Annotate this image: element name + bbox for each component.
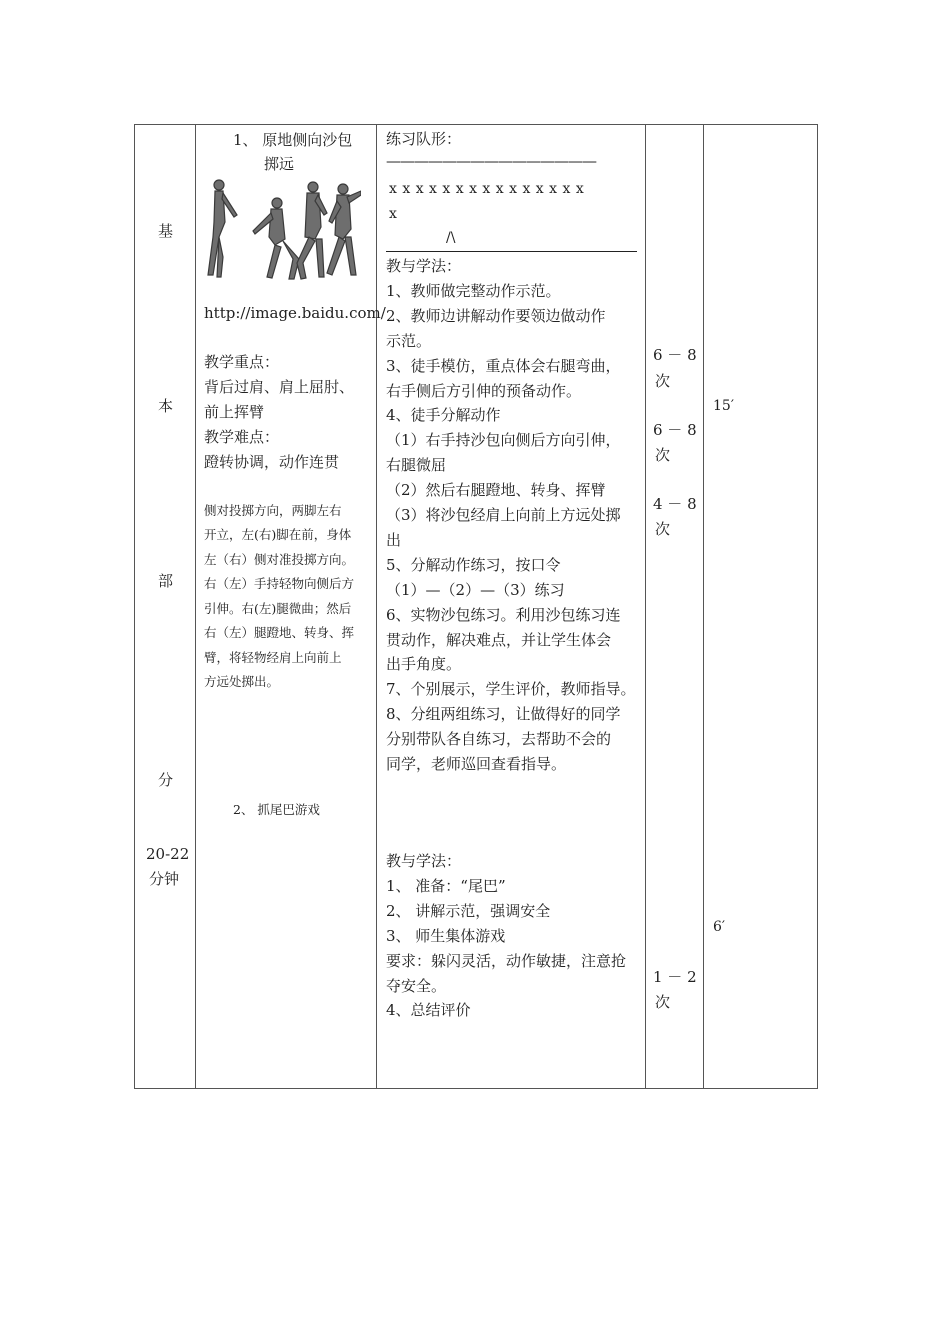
column-divider xyxy=(703,125,704,1088)
method-line: 出手角度。 xyxy=(386,655,462,674)
difficulty-text: 蹬转协调，动作连贯 xyxy=(204,453,340,471)
method-line: 5、分解动作练习，按口令 xyxy=(386,555,561,574)
description-line: 臂，将轻物经肩上向前上 xyxy=(204,650,342,665)
description-line: 侧对投掷方向，两脚左右 xyxy=(204,503,342,518)
reps-unit: 次 xyxy=(655,993,671,1011)
duration: 15′ xyxy=(713,398,734,414)
duration: 6′ xyxy=(713,919,726,935)
method-line: 7、个别展示，学生评价，教师指导。 xyxy=(386,680,636,699)
description-line: 右（左）手持轻物向侧后方 xyxy=(204,576,355,591)
method-line: 教与学法： xyxy=(386,852,462,870)
section-time: 20-22 xyxy=(146,845,190,863)
method-line: 要求：躲闪灵活，动作敏捷，注意抢 xyxy=(386,951,627,970)
method-line: 贯动作，解决难点，并让学生体会 xyxy=(386,630,612,649)
item2-title: 2、 抓尾巴游戏 xyxy=(233,802,320,817)
method-line: 8、分组两组练习，让做得好的同学 xyxy=(386,705,621,724)
lesson-table xyxy=(134,124,818,1089)
method-line: 6、实物沙包练习。利用沙包练习连 xyxy=(386,605,621,624)
method-line: 分别带队各自练习，去帮助不会的 xyxy=(386,730,612,749)
description-line: 左（右）侧对准投掷方向。 xyxy=(204,552,355,567)
formation-row: x xyxy=(389,206,397,222)
reps-unit: 次 xyxy=(655,446,671,464)
method-line: 右手侧后方引伸的预备动作。 xyxy=(386,381,582,400)
reps-count: 1 － 2 xyxy=(653,968,697,986)
description-line: 方远处掷出。 xyxy=(204,674,280,689)
method-line: 出 xyxy=(386,530,402,549)
teacher-mark: /\ xyxy=(446,230,456,246)
column-divider xyxy=(195,125,196,1088)
key-points-line: 背后过肩、肩上屈肘、 xyxy=(204,378,355,396)
description-line: 开立，左(右)脚在前，身体 xyxy=(204,527,352,542)
method-line: 2、 讲解示范，强调安全 xyxy=(386,901,551,920)
method-line: 夺安全。 xyxy=(386,976,447,995)
section-char: 部 xyxy=(158,572,174,590)
item1-title: 掷远 xyxy=(264,155,295,173)
difficulty-title: 教学难点： xyxy=(204,428,280,446)
method-line: 1、教师做完整动作示范。 xyxy=(386,281,561,300)
method-line: 右腿微屈 xyxy=(386,456,447,475)
formation-dashes: ——————————————— xyxy=(386,152,596,170)
section-char: 本 xyxy=(158,397,174,415)
method-line: 3、徒手模仿，重点体会右腿弯曲， xyxy=(386,356,621,375)
method-line: （1）右手持沙包向侧后方向引伸， xyxy=(386,431,621,450)
column-divider xyxy=(645,125,646,1088)
section-char: 分 xyxy=(158,771,174,789)
method-line: 4、徒手分解动作 xyxy=(386,406,501,425)
reps-count: 6 － 8 xyxy=(653,421,697,439)
image-credit: http://image.baidu.com/ xyxy=(204,304,386,322)
method-line: 2、教师边讲解动作要领边做动作 xyxy=(386,306,606,325)
method-line: 同学，老师巡回查看指导。 xyxy=(386,755,567,773)
reps-unit: 次 xyxy=(655,372,671,390)
method-line: （2）然后右腿蹬地、转身、挥臂 xyxy=(386,481,606,500)
reps-unit: 次 xyxy=(655,520,671,538)
formation-underline xyxy=(386,251,637,252)
throwing-figures-image xyxy=(205,177,361,287)
formation-row: x x x x x x x x x x x x x x x xyxy=(389,181,585,197)
section-time: 分钟 xyxy=(149,870,180,888)
method-line: 1、 准备：“尾巴” xyxy=(386,876,506,895)
reps-count: 6 － 8 xyxy=(653,346,697,364)
formation-title: 练习队形： xyxy=(386,130,462,148)
method-line: （1）—（2）—（3）练习 xyxy=(386,580,565,599)
method-line: （3）将沙包经肩上向前上方远处掷 xyxy=(386,506,621,524)
method-line: 4、总结评价 xyxy=(386,1001,471,1020)
key-points-line: 前上挥臂 xyxy=(204,403,265,421)
item1-title: 1、 原地侧向沙包 xyxy=(233,131,353,149)
description-line: 右（左）腿蹬地、转身、挥 xyxy=(204,625,355,640)
key-points-title: 教学重点： xyxy=(204,353,280,371)
method-line: 3、 师生集体游戏 xyxy=(386,926,506,945)
column-divider xyxy=(376,125,377,1088)
method-line: 示范。 xyxy=(386,331,432,350)
method-line: 教与学法： xyxy=(386,257,462,275)
section-char: 基 xyxy=(158,222,174,240)
reps-count: 4 － 8 xyxy=(653,495,697,513)
description-line: 引伸。右(左)腿微曲；然后 xyxy=(204,601,352,616)
